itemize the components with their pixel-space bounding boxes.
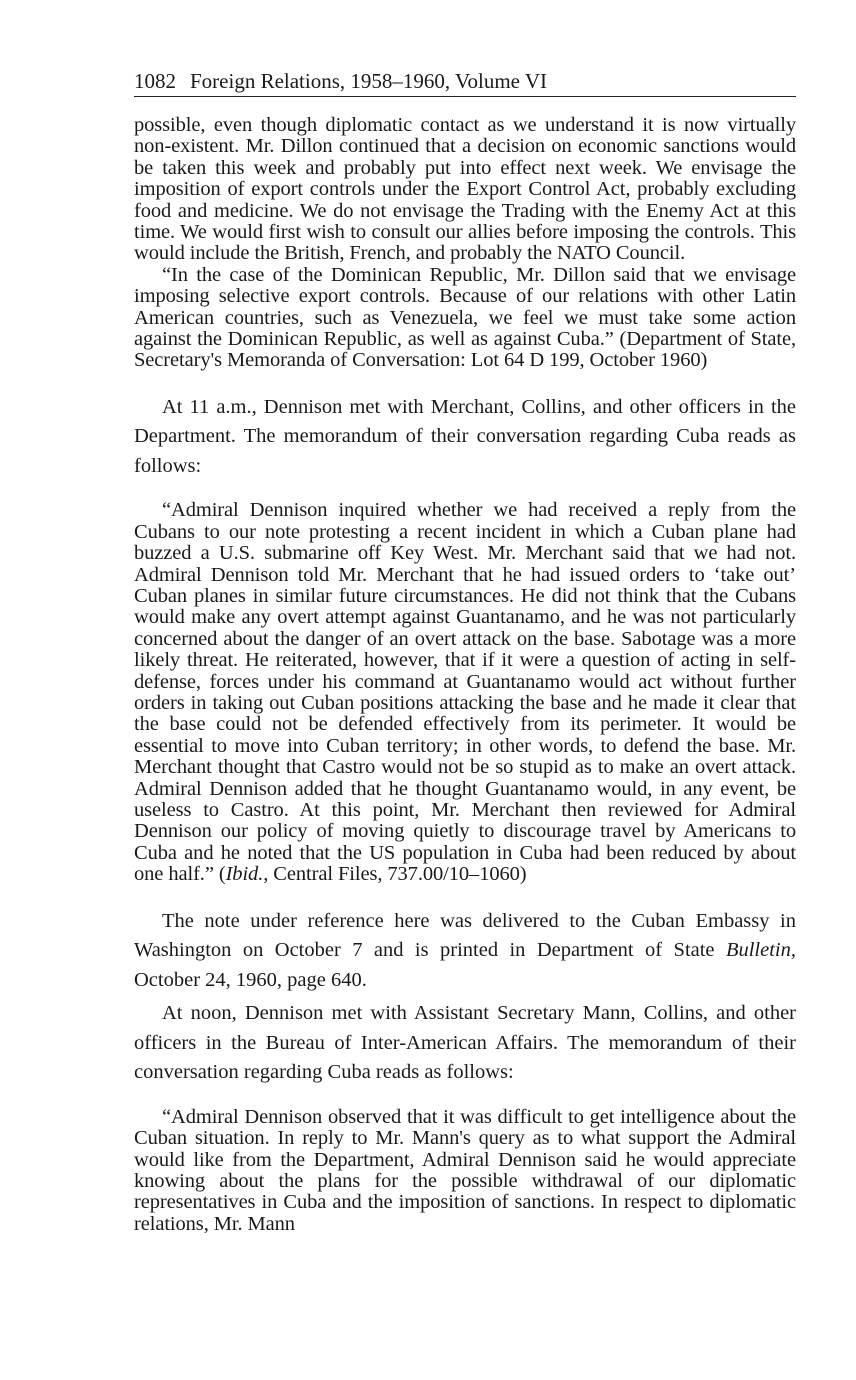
note-reference-text: The note under reference here was delivered to the Cuban Embassy in Washington on October 7 and is printed in Department of State: [134, 909, 796, 962]
bulletin-citation: October 24, 1960, page 640.: [134, 968, 367, 991]
page-content: [134, 115, 796, 1235]
quote-paragraph-dominican-republic: “In the case of the Dominican Republic, Mr. Dillon said that we envisage imposing selective export controls. Because of our relations with other Latin American countries, such as Venezuela, we feel we must take some action against the Dominican Republic, as well as against Cuba.” (Department of State, Secretary's Memoranda of Conversation: Lot 64 D 199, October 1960): [134, 263, 796, 372]
paragraph-note-reference: [134, 907, 796, 996]
quote-text-guantanamo: “Admiral Dennison inquired whether we had received a reply from the Cubans to our note protesting a recent incident in which a Cuban plane had buzzed a U.S. submarine off Key West. Mr. Merchant said that we had not. Admiral Dennison told Mr. Merchant that he had issued orders to ‘take out’ Cuban planes in similar future circumstances. He did not think that the Cubans would make any overt attempt against Guantanamo, and he was not particularly concerned about the danger of an overt attack on the base. Sabotage was a more likely threat. He reiterated, however, that if it were a question of acting in self-defense, forces under his command at Guantanamo would act without further orders in taking out Cuban positions attacking the base and he made it clear that the base could not be defended effectively from its perimeter. It would be essential to move into Cuban territory; in other words, to defend the base. Mr. Merchant thought that Castro would not be so stupid as to make an overt attack. Admiral Dennison added that he thought Guantanamo would, in any event, be useless to Castro. At this point, Mr. Merchant then reviewed for Admiral Dennison our policy of moving quietly to discourage travel by Americans to Cuba and he noted that the US population in Cuba had been reduced by about one half.” (: [134, 499, 796, 886]
quote-paragraph-dillon-sanctions: possible, even though diplomatic contact as we understand it is now virtually non-existent. Mr. Dillon continued that a decision on economic sanctions would be taken this week and probably put into effect next week. We envisage the imposition of export controls under the Export Control Act, probably excluding food and medicine. We do not envisage the Trading with the Enemy Act at this time. We would first wish to consult our allies before imposing the controls. This would include the British, French, and probably the NATO Council.: [134, 114, 796, 265]
running-head: [134, 68, 796, 97]
running-title: Foreign Relations, 1958–1960, Volume VI: [190, 69, 547, 93]
paragraph-noon-meeting: At noon, Dennison met with Assistant Secretary Mann, Collins, and other officers in the Bureau of Inter-American Affairs. The memorandum of their conversation regarding Cuba reads as follows:: [134, 1002, 796, 1084]
quote-paragraph-guantanamo: [134, 500, 796, 885]
ibid-citation: Ibid.: [225, 863, 264, 886]
quote-paragraph-intelligence: “Admiral Dennison observed that it was difficult to get intelligence about the Cuban situation. In reply to Mr. Mann's query as to what support the Admiral would like from the Department, Admiral Dennison said he would appreciate knowing about the plans for the possible withdrawal of our diplomatic representatives in Cuba and the imposition of sanctions. In respect to diplomatic relations, Mr. Mann: [134, 1105, 796, 1235]
paragraph-11am-meeting: At 11 a.m., Dennison met with Merchant, Collins, and other officers in the Department. The memorandum of their conversation regarding Cuba reads as follows:: [134, 395, 796, 477]
central-files-citation: , Central Files, 737.00/10–1060): [263, 863, 527, 886]
document-page: [134, 68, 796, 1235]
page-number: 1082: [134, 69, 176, 93]
bulletin-title: Bulletin,: [725, 939, 796, 962]
